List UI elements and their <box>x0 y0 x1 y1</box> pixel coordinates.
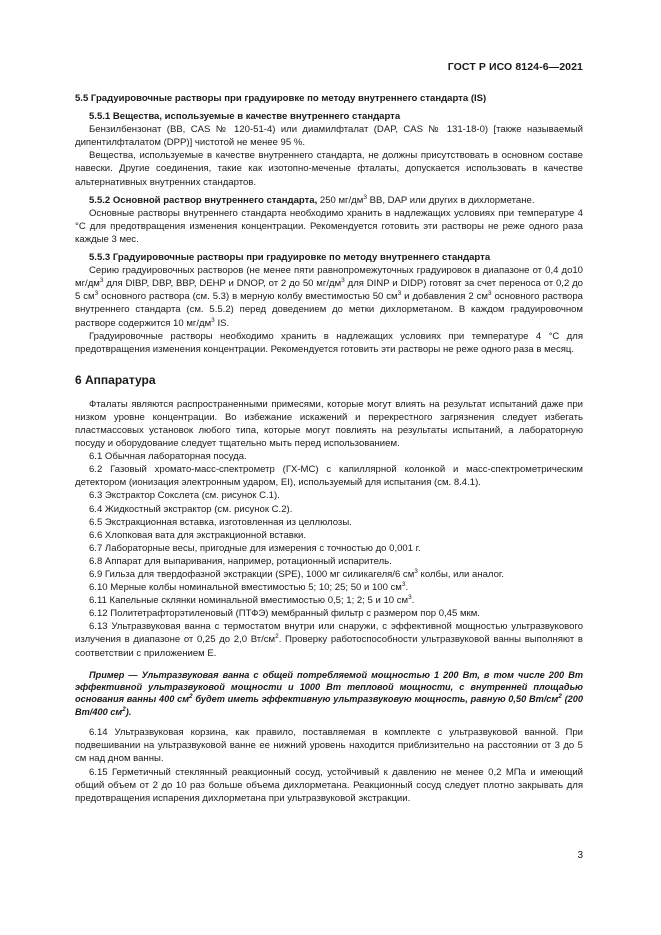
item-6-11: 6.11 Капельные склянки номинальной вместимостью 0,5; 1; 2; 5 и 10 $см^3$. <box>89 594 415 607</box>
item-6-15: 6.15 Герметичный стеклянный реакционный сосуд, устойчивый к давлению не менее 0,2 МПа и имеющий общий объем от 2 до 10 раз больше объема дихлорметана. Реакционный сосуд следует плотно закрывать для предотвращения испарения дихлорметана при ультразвуковой экстракции. <box>75 766 583 804</box>
paragraph-6-intro: Фталаты являются распространенными примесями, которые могут влиять на результат испытаний даже при низком уровне концентрации. Во избежание искажений и перекрестного загрязнения следует избегать пластмассовых установок любого типа, которые могут повлиять на результаты испытаний, а лабораторную посуду и оборудование следует тщательно мыть перед использованием. <box>75 398 583 450</box>
item-6-3: 6.3 Экстрактор Сокслета (см. рисунок С.1). <box>89 490 280 502</box>
item-6-14: 6.14 Ультразвуковая корзина, как правило, поставляемая в комплекте с ультразвуковой ванной. При подвешивании на ультразвуковой ванне ее нижний уровень находится приблизительно на расстоянии от 3 до 5 см над дном ванны. <box>75 727 583 765</box>
item-6-7: 6.7 Лабораторные весы, пригодные для измерения с точностью до 0,001 г. <box>89 542 421 554</box>
item-6-6: 6.6 Хлопковая вата для экстракционной вставки. <box>89 529 306 541</box>
subsection-5-5-1-heading: 5.5.1 Вещества, используемые в качестве внутреннего стандарта <box>89 111 401 123</box>
paragraph-5-5-2: 5.5.2 Основной раствор внутреннего стандарта, 250 $мг/дм^3$ ВВ, DAP или других в дихлорметане. <box>89 193 535 206</box>
section-5-5-heading: 5.5 Градуировочные растворы при градуировке по методу внутреннего стандарта (IS) <box>75 93 487 104</box>
paragraph-5-5-3-a: Серию градуировочных растворов (не менее пяти равнопромежуточных градуировок в диапазоне от 0,4 до10 $мг/дм^3$ для DIBP, DBP, BBP, DEHP и DNOP, от 2 до 50 $мг/дм^3$ для DINP и DIDP) готовят за счет переноса от 0,2 до 5 $см^3$ основного раствора (см. 5.3) в мерную колбу вместимостью 50 $см^3$ и добавления 2 $см^3$ основного раствора внутреннего стандарта (см. 5.5.2) перед доведением до метки дихлорметаном. В каждом градуировочном растворе содержится 10 $мг/дм^3$ IS. <box>75 265 583 329</box>
item-6-5: 6.5 Экстракционная вставка, изготовленная из целлюлозы. <box>89 516 352 528</box>
example-note: Пример — Ультразвуковая ванна с общей потребляемой мощностью 1 200 Вт, в том числе 200 Вт эффективной ультразвуковой мощности и 1000 Вт тепловой мощности, с внутренней площадью основания ванны 400 $см^2$ будет иметь эффективную ультразвуковую мощность, равную 0,50 $Вт/см^2$ (200 Вт/400 $см^2$). <box>75 669 583 717</box>
item-6-12: 6.12 Политетрафторэтиленовый (ПТФЭ) мембранный фильтр с размером пор 0,45 мкм. <box>89 608 480 620</box>
paragraph-5-5-2-storage: Основные растворы внутреннего стандарта необходимо хранить в надлежащих условиях при температуре 4 °С для предотвращения изменения концентрации. Рекомендуется готовить эти растворы не реже одного раза каждые 3 мес. <box>75 207 583 245</box>
item-6-4: 6.4 Жидкостный экстрактор (см. рисунок С.2). <box>89 503 293 515</box>
paragraph-5-5-1-b: Вещества, используемые в качестве внутреннего стандарта, не должны присутствовать в основном составе навески. Другие соединения, такие как изотопно-меченые фталаты, допускается использовать в качестве альтернативных внутренних стандартов. <box>75 150 583 188</box>
section-6-heading: 6 Аппаратура <box>75 372 156 387</box>
page-number: 3 <box>577 850 583 861</box>
paragraph-5-5-3-b: Градуировочные растворы необходимо хранить в надлежащих условиях при температуре 4 °С для предотвращения изменения концентрации. Рекомендуется готовить эти растворы не реже одного раза в месяц. <box>75 330 583 355</box>
item-6-10: 6.10 Мерные колбы номинальной вместимостью 5; 10; 25; 50 и 100 $см^3$. <box>89 580 409 594</box>
item-6-8: 6.8 Аппарат для выпаривания, например, ротационный испаритель. <box>89 555 392 567</box>
item-6-1: 6.1 Обычная лабораторная посуда. <box>89 451 247 463</box>
subsection-5-5-3-heading: 5.5.3 Градуировочные растворы при градуировке по методу внутреннего стандарта <box>89 252 491 264</box>
item-6-2: 6.2 Газовый хромато-масс-спектрометр (ГХ-МС) с капиллярной колонкой и масс-спектрометрическим детектором (ионизация электронным ударом, EI), используемый для испытания (см. 8.4.1). <box>75 464 583 489</box>
document-body <box>75 86 583 805</box>
paragraph-5-5-1-a: Бензилбензонат (ВВ, CAS № 120-51-4) или диамилфталат (DAP, CAS № 131-18-0) [также называемый дипентилфталатом (DPP)] чистотой не менее 95 %. <box>75 124 583 149</box>
item-6-9: 6.9 Гильза для твердофазной экстракции (SPE), 1000 мг силикагеля/6 $см^3$ колбы, или аналог. <box>89 567 504 580</box>
document-code: ГОСТ Р ИСО 8124-6—2021 <box>447 61 583 73</box>
subsection-5-5-2-heading: 5.5.2 Основной раствор внутреннего стандарта, <box>89 194 318 206</box>
item-6-13: 6.13 Ультразвуковая ванна с термостатом внутри или снаружи, с эффективной мощностью ультразвукового излучения в диапазоне от 0,25 до 2,0 $Вт/см^2$. Проверку работоспособности ультразвуковой ванны выполняют в соответствии с приложением Е. <box>75 621 583 659</box>
